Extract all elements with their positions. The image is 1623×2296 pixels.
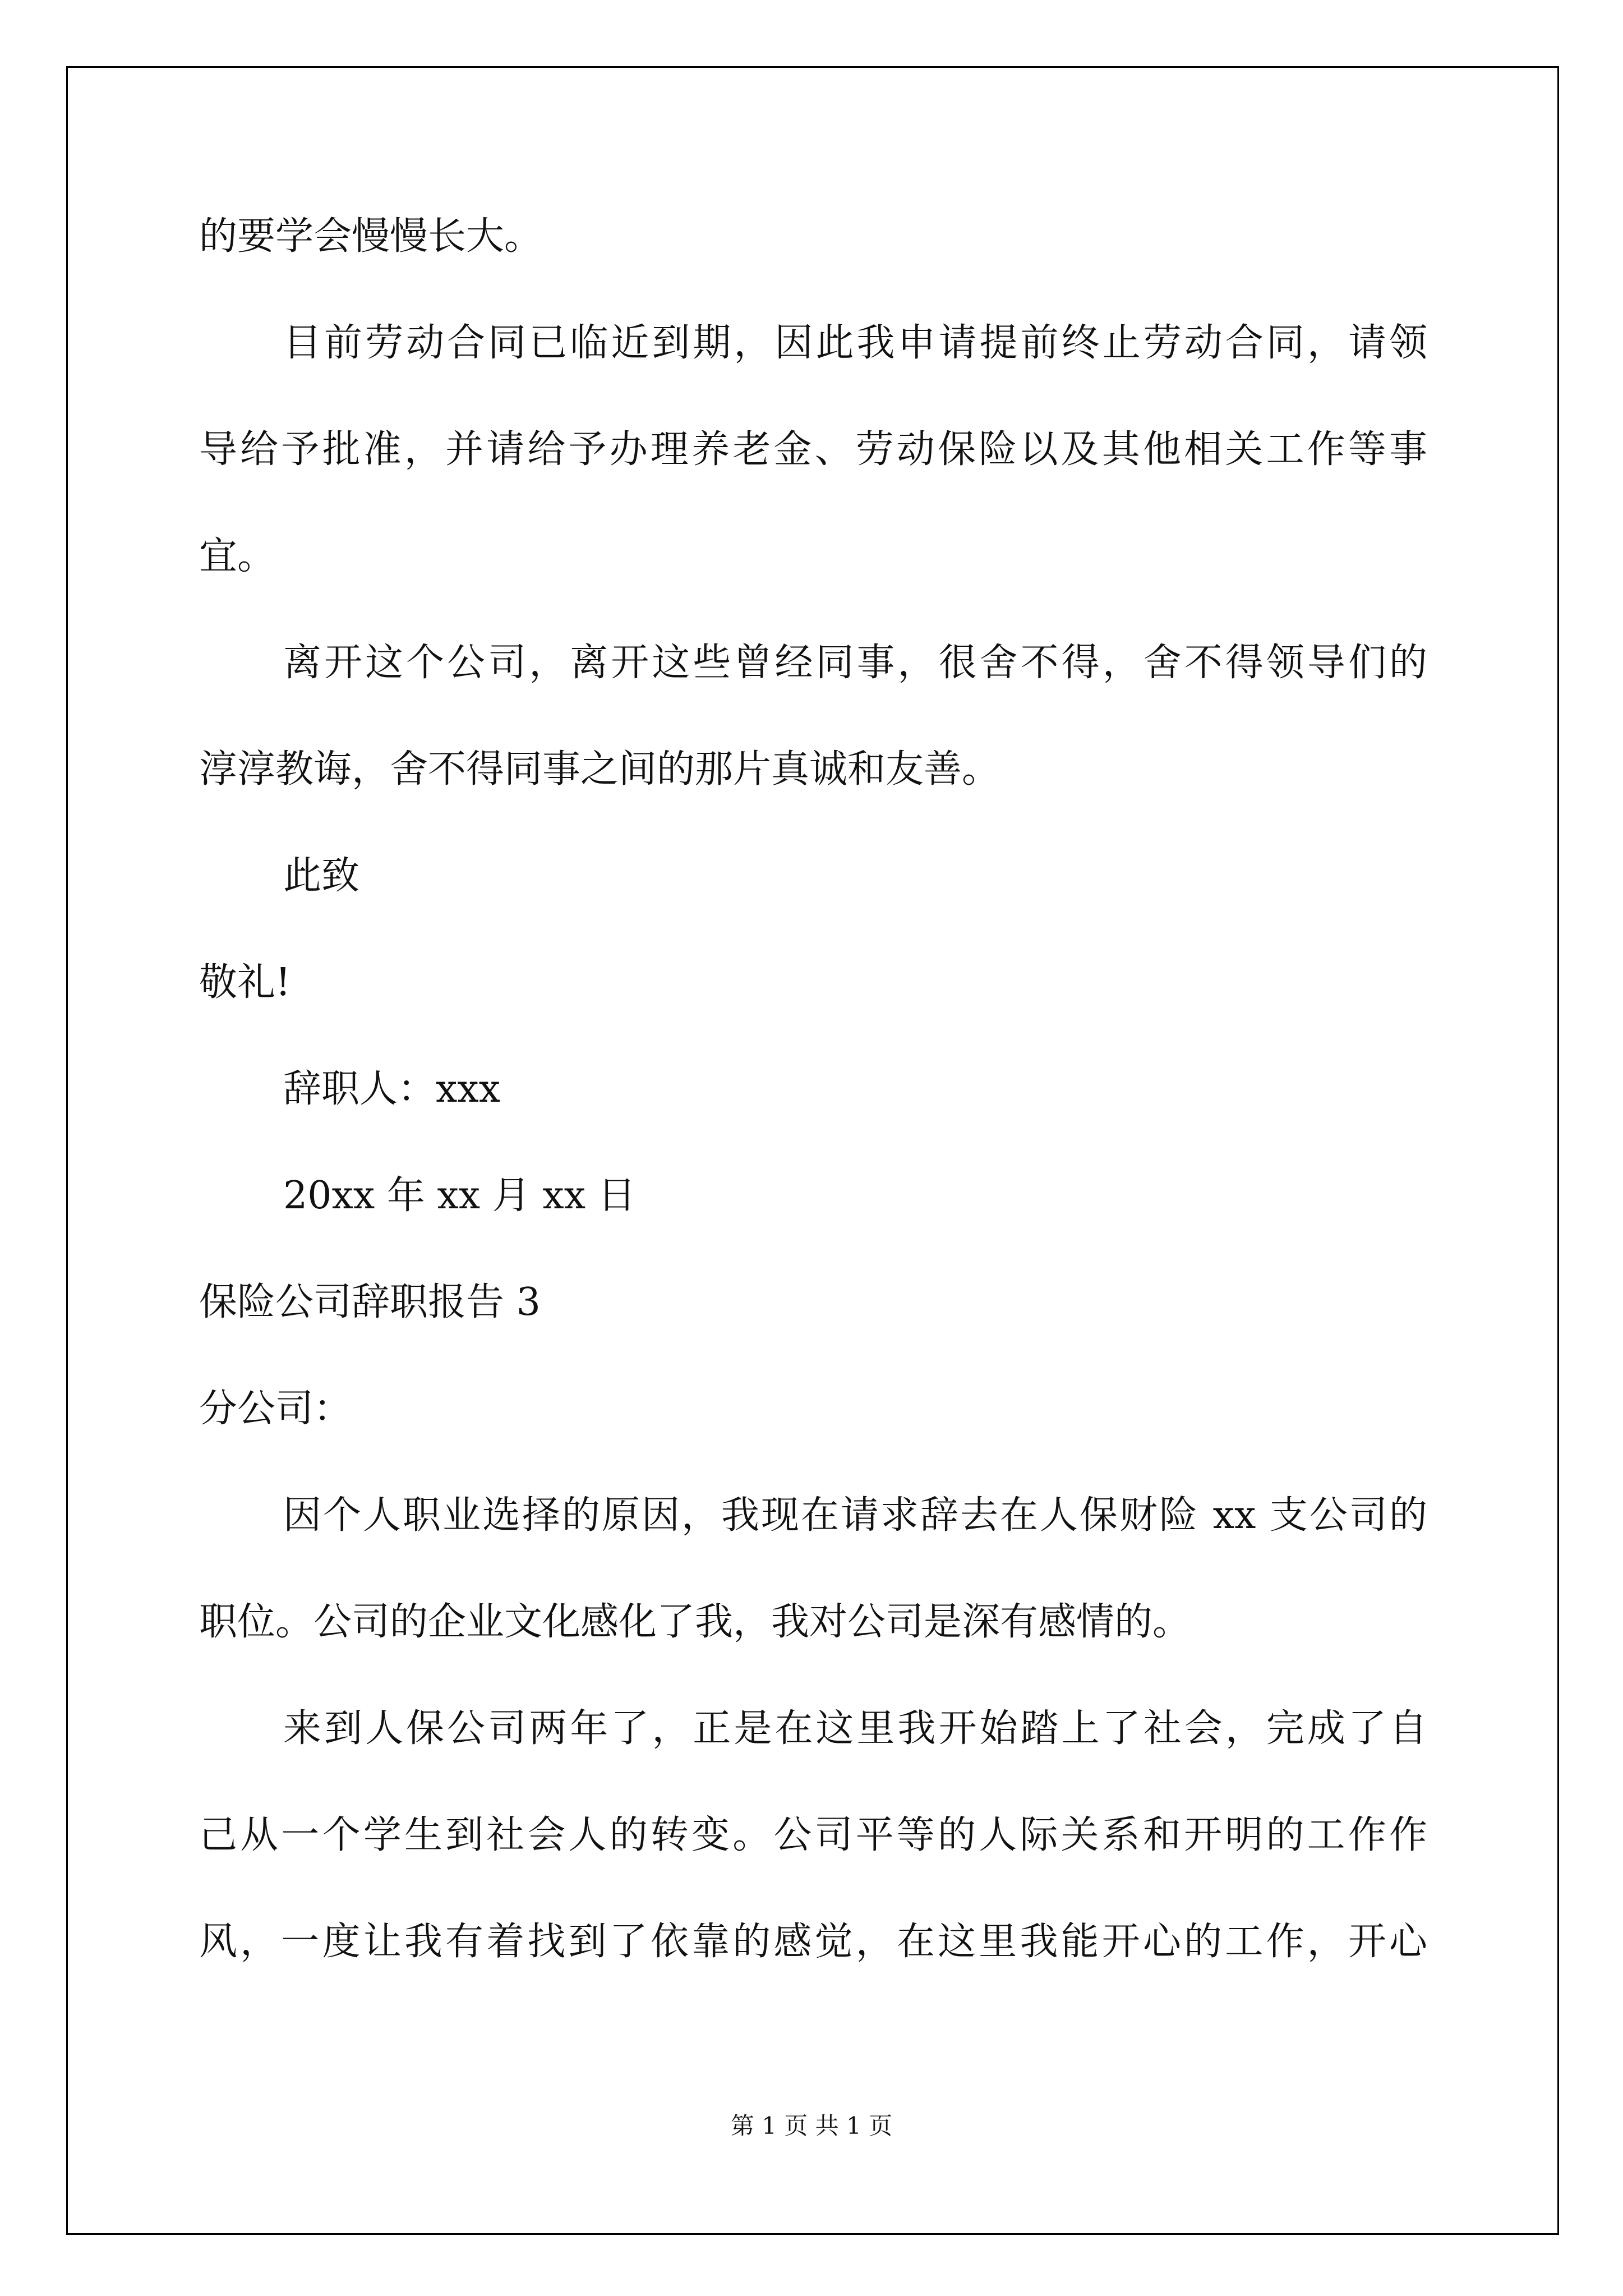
text-line: 离开这个公司，离开这些曾经同事，很舍不得，舍不得领导们的: [283, 641, 1427, 685]
closing-salutation: 此致: [283, 854, 360, 898]
text-line: 淳淳教诲，舍不得同事之间的那片真诚和友善。: [199, 747, 1000, 792]
text-line: 导给予批准，并请给予办理养老金、劳动保险以及其他相关工作等事: [199, 427, 1427, 472]
text-line: 的要学会慢慢长大。: [199, 214, 543, 259]
section-title: 保险公司辞职报告 3: [199, 1280, 541, 1324]
date-line: 20xx 年 xx 月 xx 日: [283, 1174, 636, 1218]
document-body: [199, 0, 1433, 2053]
text-line: 风，一度让我有着找到了依靠的感觉，在这里我能开心的工作，开心: [199, 1920, 1427, 1964]
recipient-line: 分公司：: [199, 1387, 352, 1431]
text-line: 宜。: [199, 534, 276, 578]
text-line: 来到人保公司两年了，正是在这里我开始踏上了社会，完成了自: [283, 1706, 1427, 1751]
text-line: 职位。公司的企业文化感化了我，我对公司是深有感情的。: [199, 1600, 1191, 1644]
page-footer: 第 1 页 共 1 页: [730, 2112, 893, 2139]
closing-regards: 敬礼!: [199, 960, 291, 1005]
text-line: 因个人职业选择的原因，我现在请求辞去在人保财险 xx 支公司的: [283, 1493, 1427, 1538]
signature-line: 辞职人：xxx: [283, 1067, 501, 1111]
text-line: 己从一个学生到社会人的转变。公司平等的人际关系和开明的工作作: [199, 1813, 1427, 1857]
text-line: 目前劳动合同已临近到期，因此我申请提前终止劳动合同，请领: [283, 321, 1427, 365]
